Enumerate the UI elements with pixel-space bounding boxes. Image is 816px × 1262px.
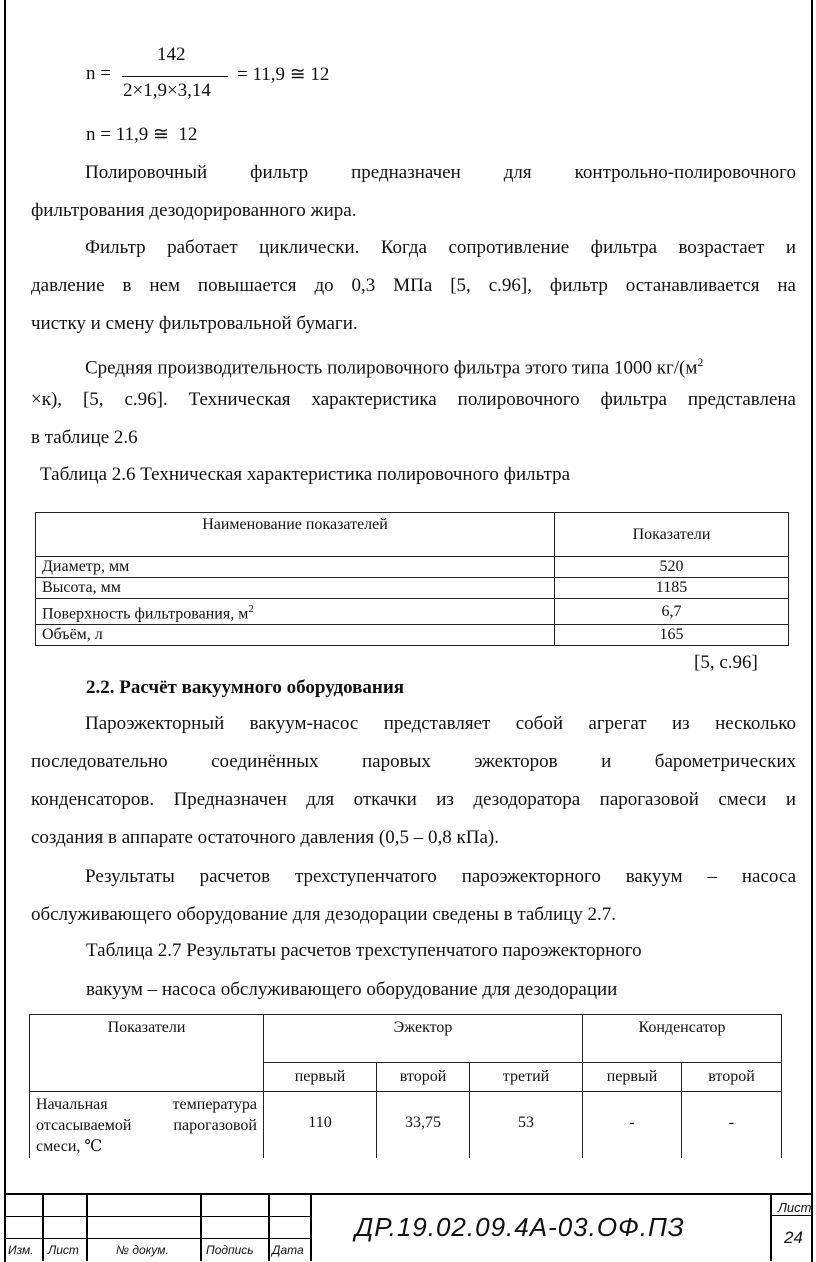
text-line: конденсаторов. Предназначен для откачки из дезодоратора парогазовой смеси и — [31, 789, 796, 810]
page-frame-right — [811, 0, 813, 1262]
table-cell-value: 110 — [264, 1092, 377, 1159]
text-line — [31, 343, 796, 381]
sheet-label: Лист — [778, 1200, 812, 1215]
table-row — [36, 625, 789, 646]
table-cell-value: 33,75 — [377, 1092, 470, 1159]
table-cell-label — [30, 1092, 264, 1159]
table-subheader: второй — [377, 1062, 470, 1091]
table-subheader: первый — [583, 1062, 682, 1091]
paragraph-filter-operation — [31, 229, 796, 343]
text-line: Полировочный фильтр предназначен для контрольно-полировочного — [85, 162, 796, 183]
table-filter-characteristics — [35, 512, 789, 646]
table-cell-value: 165 — [555, 625, 789, 646]
table-subheader: первый — [264, 1062, 377, 1091]
table-subheader: третий — [470, 1062, 583, 1091]
stamp-label-change: Изм. — [8, 1243, 34, 1257]
stamp-row-line — [4, 1216, 310, 1217]
text-line: чистку и смену фильтровальной бумаги. — [31, 313, 358, 334]
stamp-divider — [770, 1195, 772, 1261]
page-frame-left — [4, 0, 6, 1262]
section-heading: 2.2. Расчёт вакуумного оборудования — [86, 677, 405, 698]
formula-result: n = 11,9 ≅ 12 — [86, 124, 198, 145]
table-2-7-caption: Таблица 2.7 Результаты расчетов трехступенчатого пароэжекторного — [86, 940, 642, 961]
document-code: ДР.19.02.09.4А-03.ОФ.ПЗ — [355, 1212, 685, 1242]
table-cell-value: - — [682, 1092, 782, 1159]
text-fragment: Поверхность фильтрования, м — [42, 605, 249, 623]
table-header-name: Наименование показателей — [36, 513, 555, 557]
text-line: Фильтр работает циклически. Когда сопротивление фильтра возрастает и — [85, 237, 796, 258]
text-line: отсасываемой парогазовой — [36, 1117, 257, 1134]
text-line: ×к), [5, с.96]. Техническая характеристика полировочного фильтра представлена — [31, 389, 796, 410]
sheet-number: 24 — [784, 1228, 803, 1247]
stamp-label-doc-number: № докум. — [116, 1243, 169, 1257]
fraction-line — [122, 76, 228, 77]
text-line: создания в аппарате остаточного давления (0,5 – 0,8 кПа). — [31, 827, 499, 848]
text-line: обслуживающего оборудование для дезодорации сведены в таблицу 2.7. — [31, 904, 617, 925]
table-subheader: второй — [682, 1062, 782, 1091]
stamp-row-line — [4, 1238, 310, 1239]
table-source-reference: [5, с.96] — [694, 652, 758, 673]
stamp-label-sheet: Лист — [48, 1243, 79, 1257]
paragraph-filter-capacity — [31, 343, 796, 457]
table-cell-name: Диаметр, мм — [36, 557, 555, 578]
table-row — [36, 578, 789, 599]
table-cell-value: 6,7 — [555, 599, 789, 625]
text-line: Пароэжекторный вакуум-насос представляет собой агрегат из несколько — [85, 713, 796, 734]
superscript: 2 — [697, 355, 704, 369]
text-line: Начальная температура — [36, 1096, 257, 1113]
table-cell-value: 53 — [470, 1092, 583, 1159]
text-line: фильтрования дезодорированного жира. — [31, 200, 357, 221]
paragraph-results — [31, 858, 796, 934]
paragraph-vacuum-pump — [31, 705, 796, 857]
table-row — [36, 599, 789, 625]
table-cell-value: - — [583, 1092, 682, 1159]
table-row — [30, 1092, 782, 1159]
stamp-label-date: Дата — [272, 1243, 304, 1257]
table-header-param: Показатели — [30, 1015, 264, 1092]
text-line: смеси, ℃ — [36, 1138, 103, 1155]
table-header-ejector: Эжектор — [264, 1015, 583, 1063]
formula-rhs: = 11,9 ≅ 12 — [237, 64, 330, 85]
text-line: последовательно соединённых паровых эжекторов и барометрических — [31, 751, 796, 772]
table-cell-value: 520 — [555, 557, 789, 578]
stamp-divider — [86, 1195, 88, 1261]
table-header-condenser: Конденсатор — [583, 1015, 782, 1063]
paragraph-filter-purpose — [31, 154, 796, 230]
stamp-divider — [310, 1195, 312, 1261]
stamp-row-line — [770, 1215, 813, 1216]
superscript: 2 — [248, 603, 254, 615]
formula-denominator: 2×1,9×3,14 — [123, 80, 211, 101]
table-header-value: Показатели — [555, 513, 789, 557]
text-line: давление в нем повышается до 0,3 МПа [5, с.96], фильтр останавливается на — [31, 275, 796, 296]
table-row — [36, 557, 789, 578]
table-2-6-caption: Таблица 2.6 Техническая характеристика полировочного фильтра — [40, 464, 571, 485]
formula-lhs: n = — [86, 63, 111, 84]
table-cell-value: 1185 — [555, 578, 789, 599]
table-cell-name — [36, 599, 555, 625]
table-2-7-caption-line2: вакуум – насоса обслуживающего оборудование для дезодорации — [86, 979, 618, 1000]
stamp-divider — [42, 1195, 44, 1261]
text-fragment: Средняя производительность полировочного фильтра этого типа 1000 кг/(м — [85, 357, 698, 379]
table-vacuum-results — [29, 1014, 782, 1158]
stamp-divider — [200, 1195, 202, 1261]
stamp-label-signature: Подпись — [206, 1243, 254, 1257]
formula-numerator: 142 — [157, 44, 186, 65]
table-cell-name: Высота, мм — [36, 578, 555, 599]
text-line: Результаты расчетов трехступенчатого пароэжекторного вакуум – насоса — [85, 866, 796, 887]
table-cell-name: Объём, л — [36, 625, 555, 646]
text-line: в таблице 2.6 — [31, 427, 138, 448]
stamp-divider — [268, 1195, 270, 1261]
